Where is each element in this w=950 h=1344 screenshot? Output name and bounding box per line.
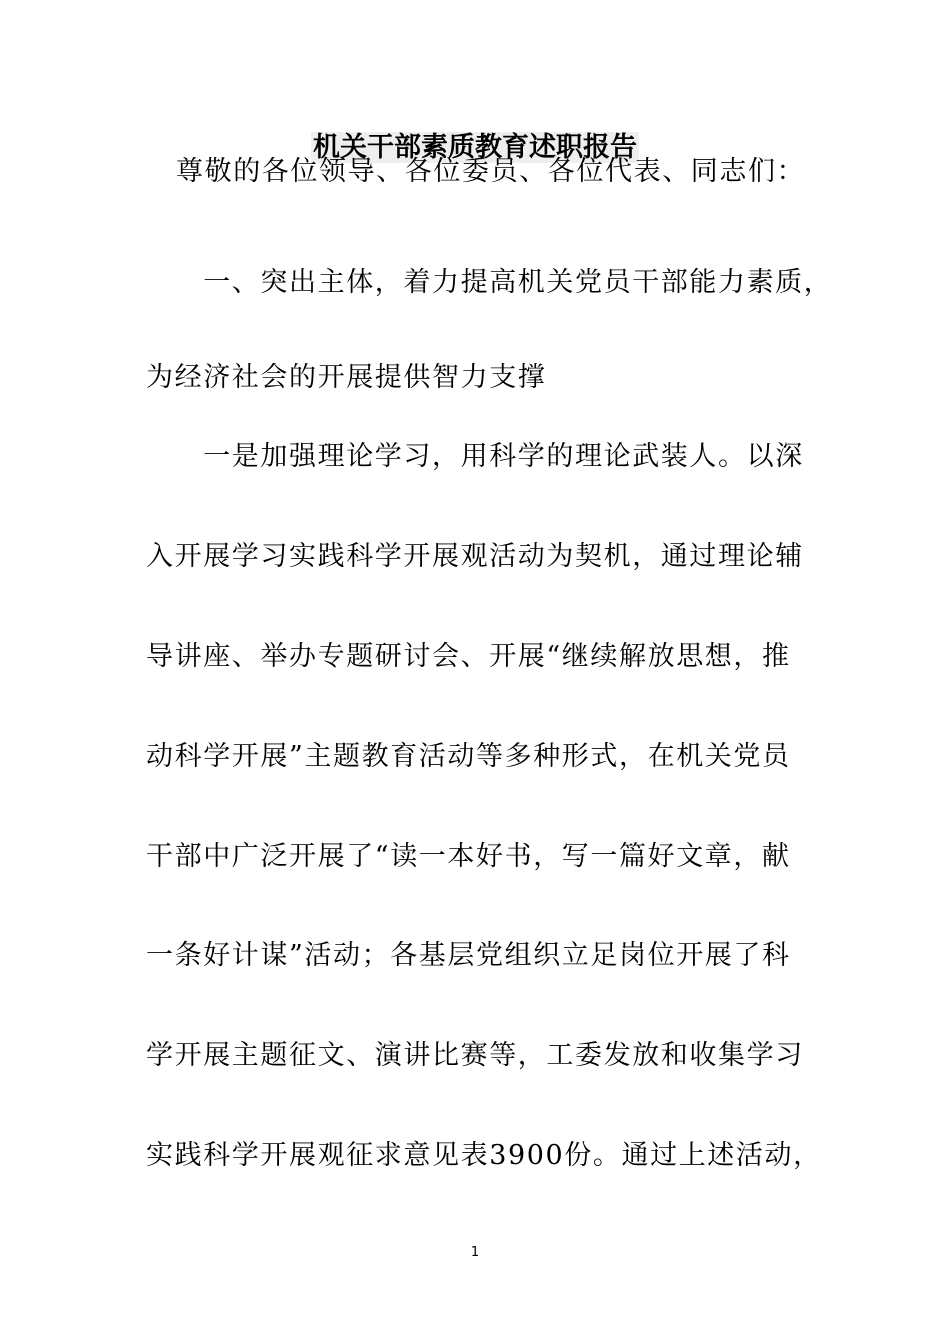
body-line-6: 动科学开展”主题教育活动等多种形式，在机关党员 [146, 741, 791, 772]
body-line-4: 入开展学习实践科学开展观活动为契机，通过理论辅 [146, 541, 804, 572]
body-line-3: 一是加强理论学习，用科学的理论武装人。以深 [146, 441, 804, 472]
body-line-10: 实践科学开展观征求意见表3900份。通过上述活动， [146, 1140, 822, 1171]
page-number: 1 [470, 1245, 480, 1260]
salutation-line: 尊敬的各位领导、各位委员、各位代表、同志们： [176, 156, 806, 187]
body-line-8: 一条好计谋”活动；各基层党组织立足岗位开展了科 [146, 940, 791, 971]
body-line-5: 导讲座、举办专题研讨会、开展“继续解放思想，推 [146, 641, 791, 672]
document-title: 机关干部素质教育述职报告 [313, 132, 637, 163]
body-line-2: 为经济社会的开展提供智力支撑 [146, 362, 547, 393]
body-line-7: 干部中广泛开展了“读一本好书，写一篇好文章，献 [146, 841, 791, 872]
body-line-9: 学开展主题征文、演讲比赛等，工委发放和收集学习 [146, 1040, 804, 1071]
body-line-1: 一、突出主体，着力提高机关党员干部能力素质， [146, 267, 833, 298]
